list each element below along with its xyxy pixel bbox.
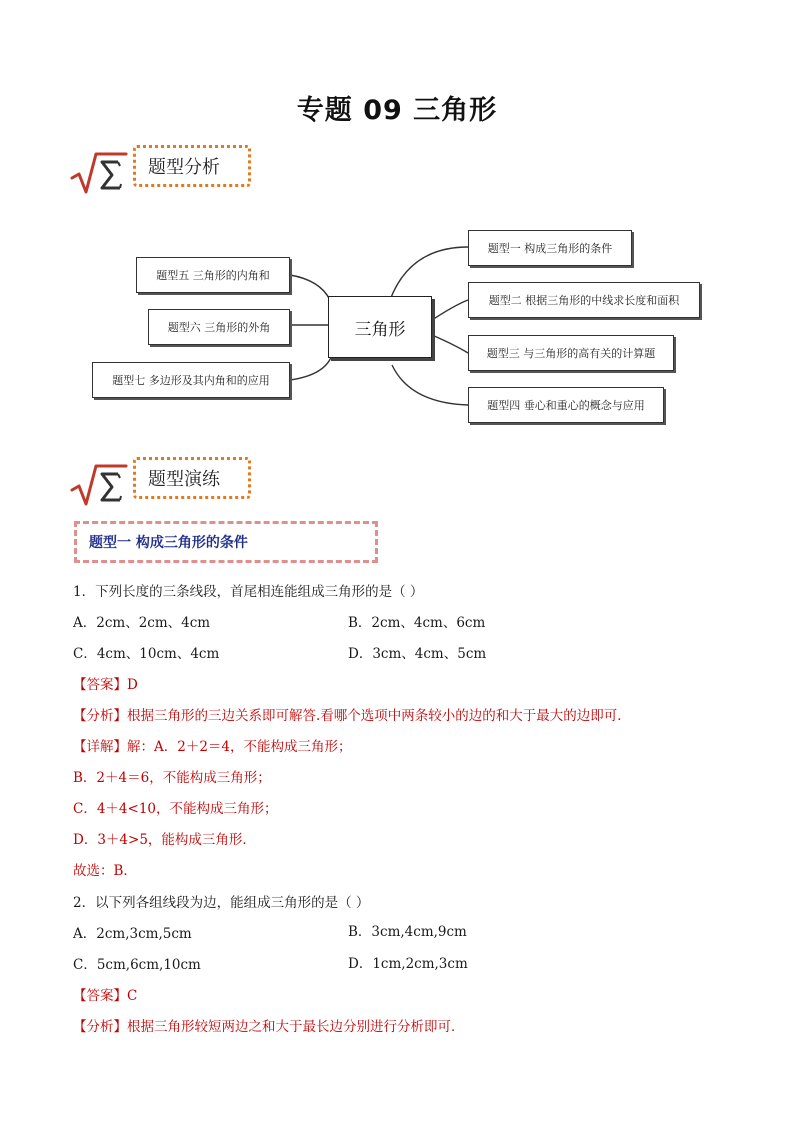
mindmap-node-label: 题型七 多边形及其内角和的应用 <box>112 374 270 387</box>
mindmap-node-label: 题型六 三角形的外角 <box>167 321 271 334</box>
q1-option-a: A．2cm、2cm、4cm <box>73 615 211 631</box>
q2-answer-line <box>73 987 137 1005</box>
detail-tag: 【详解】 <box>73 739 127 755</box>
mindmap-node-right-2 <box>468 282 700 318</box>
q1-detail-c: C．4＋4<10，不能构成三角形； <box>73 801 278 817</box>
q2-option-a: A．2cm,3cm,5cm <box>73 926 192 942</box>
mindmap-node-label: 题型三 与三角形的高有关的计算题 <box>486 347 656 360</box>
answer-tag: 【答案】 <box>73 988 127 1004</box>
mindmap-node-label: 题型四 垂心和重心的概念与应用 <box>487 399 645 412</box>
q1-detail-intro: 解： <box>127 739 154 755</box>
mindmap-center-label: 三角形 <box>354 319 406 340</box>
mindmap-node-right-4 <box>468 387 664 423</box>
section-practice-label: 题型演练 <box>148 469 220 490</box>
sqrt-sigma-icon <box>70 150 128 198</box>
sqrt-sigma-icon <box>70 462 128 510</box>
answer-tag: 【答案】 <box>73 677 127 693</box>
mindmap-node-left-2 <box>148 309 290 345</box>
q1-answer-line <box>73 676 138 694</box>
q2-option-b: B．3cm,4cm,9cm <box>348 924 467 940</box>
q2-answer: C <box>127 988 138 1004</box>
q1-detail-b: B．2＋4＝6，不能构成三角形； <box>73 770 271 786</box>
q1-detail-d: D．3＋4>5，能构成三角形． <box>73 832 256 848</box>
q1-answer: D <box>127 677 138 693</box>
mindmap-node-left-3 <box>92 362 290 398</box>
mindmap-node-right-1 <box>468 230 632 266</box>
mindmap-center-node <box>328 296 432 358</box>
q1-option-c: C．4cm、10cm、4cm <box>73 646 220 662</box>
section-analysis-box <box>133 145 251 187</box>
mindmap-node-left-1 <box>136 257 290 293</box>
q2-option-c: C．5cm,6cm,10cm <box>73 957 201 973</box>
q1-stem: 1．下列长度的三条线段，首尾相连能组成三角形的是（ ） <box>73 584 424 600</box>
q2-stem: 2．以下列各组线段为边，能组成三角形的是（ ） <box>73 895 370 911</box>
q1-detail-a: A．2＋2＝4，不能构成三角形； <box>154 739 352 755</box>
q1-analysis: 根据三角形的三边关系即可解答.看哪个选项中两条较小的边的和大于最大的边即可． <box>127 708 631 724</box>
section-practice-box <box>133 457 251 499</box>
section-analysis-label: 题型分析 <box>148 157 220 178</box>
type-heading: 题型一 构成三角形的条件 <box>89 535 248 551</box>
q2-option-d: D．1cm,2cm,3cm <box>348 956 468 972</box>
mindmap-node-label: 题型一 构成三角形的条件 <box>487 242 613 255</box>
q1-option-d: D．3cm、4cm、5cm <box>348 646 487 662</box>
analysis-tag: 【分析】 <box>73 708 127 724</box>
type-heading-box <box>74 521 378 563</box>
analysis-tag: 【分析】 <box>73 1019 127 1035</box>
q1-choose: 故选：B． <box>73 863 137 879</box>
q1-analysis-line <box>73 707 631 725</box>
mindmap-node-label: 题型二 根据三角形的中线求长度和面积 <box>488 294 680 307</box>
page-title: 专题 09 三角形 <box>296 95 498 126</box>
q1-option-b: B．2cm、4cm、6cm <box>348 615 486 631</box>
mindmap-node-label: 题型五 三角形的内角和 <box>156 269 270 282</box>
mindmap-node-right-3 <box>468 335 674 371</box>
q2-analysis: 根据三角形较短两边之和大于最长边分别进行分析即可． <box>127 1019 465 1035</box>
q1-detail-line <box>73 738 352 756</box>
q2-analysis-line <box>73 1018 465 1036</box>
